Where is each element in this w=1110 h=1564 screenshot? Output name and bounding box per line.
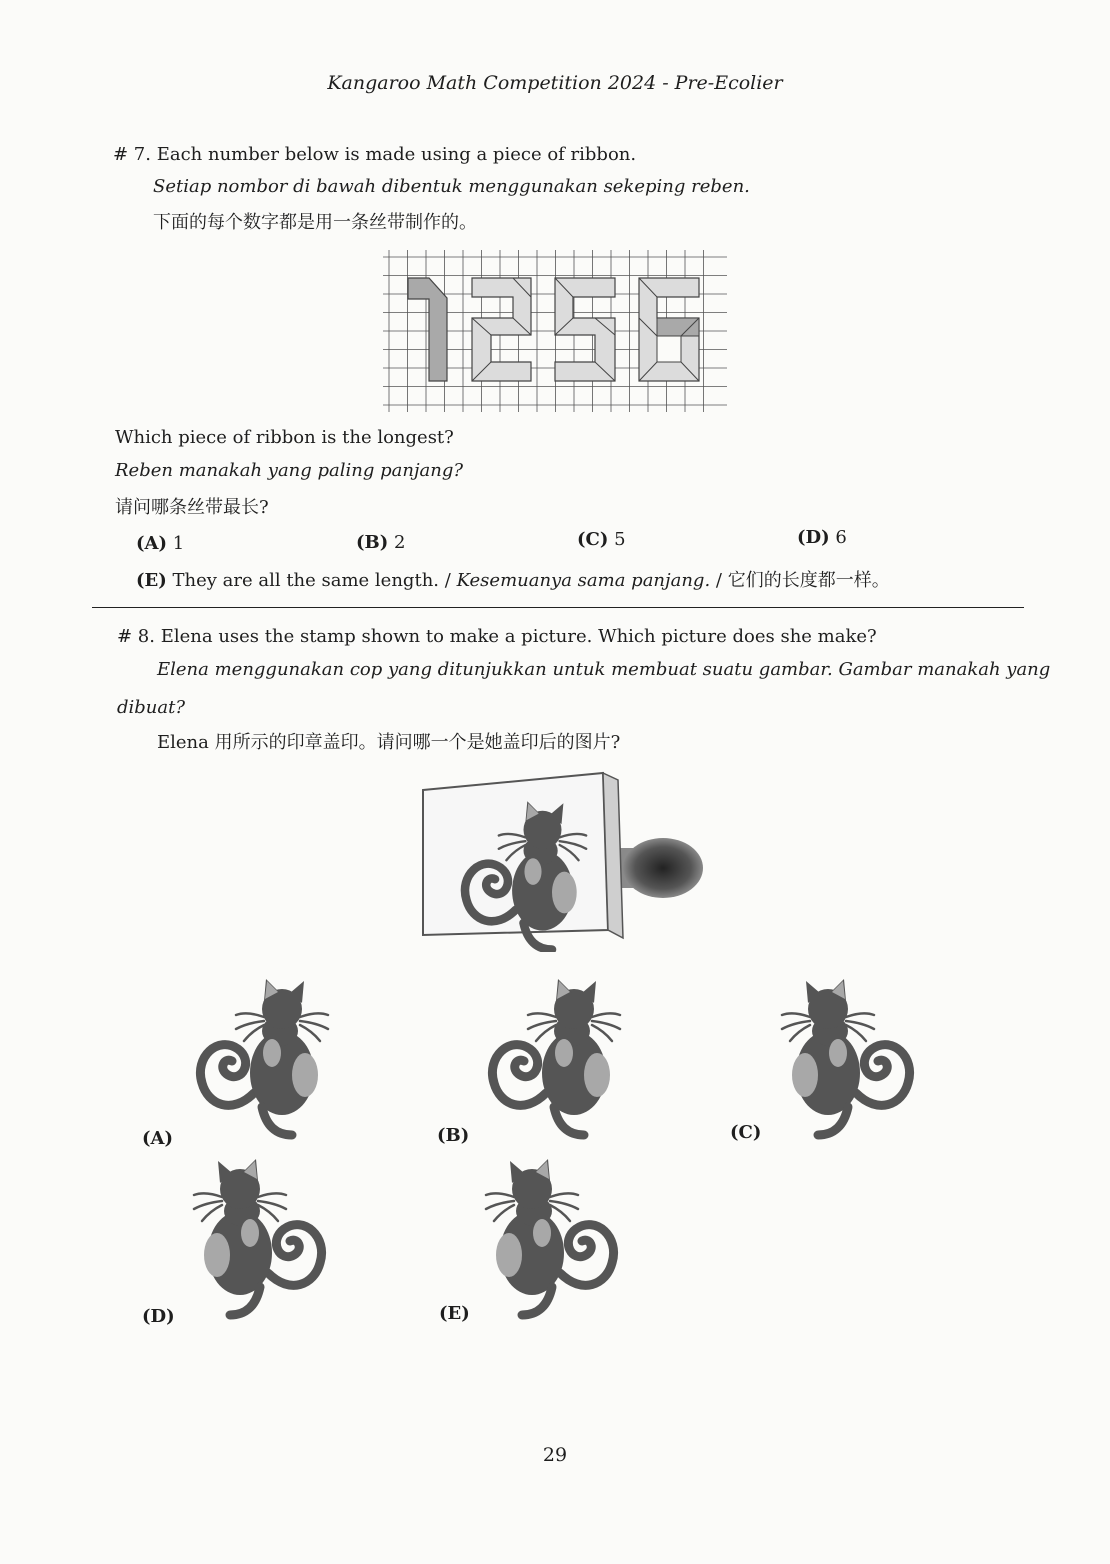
page-header: Kangaroo Math Competition 2024 - Pre-Ecolier xyxy=(327,72,783,94)
page-number: 29 xyxy=(542,1444,568,1466)
q7-option-c[interactable] xyxy=(577,529,626,550)
ribbon-number-figure xyxy=(383,250,727,412)
cat-picture-c[interactable] xyxy=(768,965,938,1145)
question-7-ask-zh: 请问哪条丝带最长? xyxy=(115,497,269,518)
question-7-number: # 7. xyxy=(113,144,151,165)
ribbon-digit-1 xyxy=(408,278,447,381)
option-label: (A) xyxy=(136,533,167,554)
question-7-en: Each number below is made using a piece of ribbon. xyxy=(156,144,637,165)
cat-picture-e[interactable] xyxy=(472,1145,642,1325)
option-text: 1 xyxy=(172,533,185,554)
question-7-text-zh: 下面的每个数字都是用一条丝带制作的。 xyxy=(153,212,477,233)
separator: / xyxy=(715,570,722,591)
ribbon-digit-6 xyxy=(639,278,699,381)
option-e-en: They are all the same length. xyxy=(172,570,440,591)
q7-option-a[interactable] xyxy=(136,533,184,554)
q8-option-d-label[interactable]: (D) xyxy=(142,1306,175,1327)
question-7-text-en xyxy=(113,144,636,165)
question-7-text-ms: Setiap nombor di bawah dibentuk menggunakan sekeping reben. xyxy=(153,176,750,197)
question-7-ask-en: Which piece of ribbon is the longest? xyxy=(115,427,454,448)
question-8-number: # 8. xyxy=(117,626,155,647)
option-label: (B) xyxy=(356,532,389,553)
stamp-illustration xyxy=(418,770,708,952)
q7-option-e[interactable] xyxy=(136,566,890,592)
question-8-text-ms-line1: Elena menggunakan cop yang ditunjukkan untuk membuat suatu gambar. Gambar manakah yang xyxy=(157,659,1051,680)
question-8-text-en xyxy=(117,626,877,647)
option-label: (C) xyxy=(577,529,609,550)
separator: / xyxy=(444,570,451,591)
cat-picture-a[interactable] xyxy=(180,965,350,1145)
option-text: 5 xyxy=(614,529,626,550)
option-e-zh: 它们的长度都一样。 xyxy=(727,570,890,591)
q8-option-a-label[interactable]: (A) xyxy=(142,1128,173,1149)
option-label: (E) xyxy=(136,570,167,591)
question-8-text-ms-line2: dibuat? xyxy=(117,697,186,718)
ribbon-digit-5 xyxy=(555,278,615,381)
option-text: 2 xyxy=(393,532,406,553)
q7-option-d[interactable] xyxy=(797,527,847,548)
cat-picture-d[interactable] xyxy=(180,1145,350,1325)
question-8-text-zh: Elena 用所示的印章盖印。请问哪一个是她盖印后的图片? xyxy=(157,732,621,753)
option-e-ms: Kesemuanya sama panjang. xyxy=(456,570,711,591)
q8-option-b-label[interactable]: (B) xyxy=(437,1125,470,1146)
q7-option-b[interactable] xyxy=(356,532,405,553)
question-7-ask-ms: Reben manakah yang paling panjang? xyxy=(115,460,464,481)
q8-option-c-label[interactable]: (C) xyxy=(730,1122,762,1143)
option-text: 6 xyxy=(835,527,847,548)
q8-option-e-label[interactable]: (E) xyxy=(439,1303,470,1324)
question-8-en: Elena uses the stamp shown to make a picture. Which picture does she make? xyxy=(160,626,877,647)
cat-picture-b[interactable] xyxy=(472,965,642,1145)
option-label: (D) xyxy=(797,527,830,548)
section-divider xyxy=(92,607,1024,608)
stamp-handle-icon xyxy=(608,838,703,898)
ribbon-digit-2 xyxy=(472,278,531,381)
